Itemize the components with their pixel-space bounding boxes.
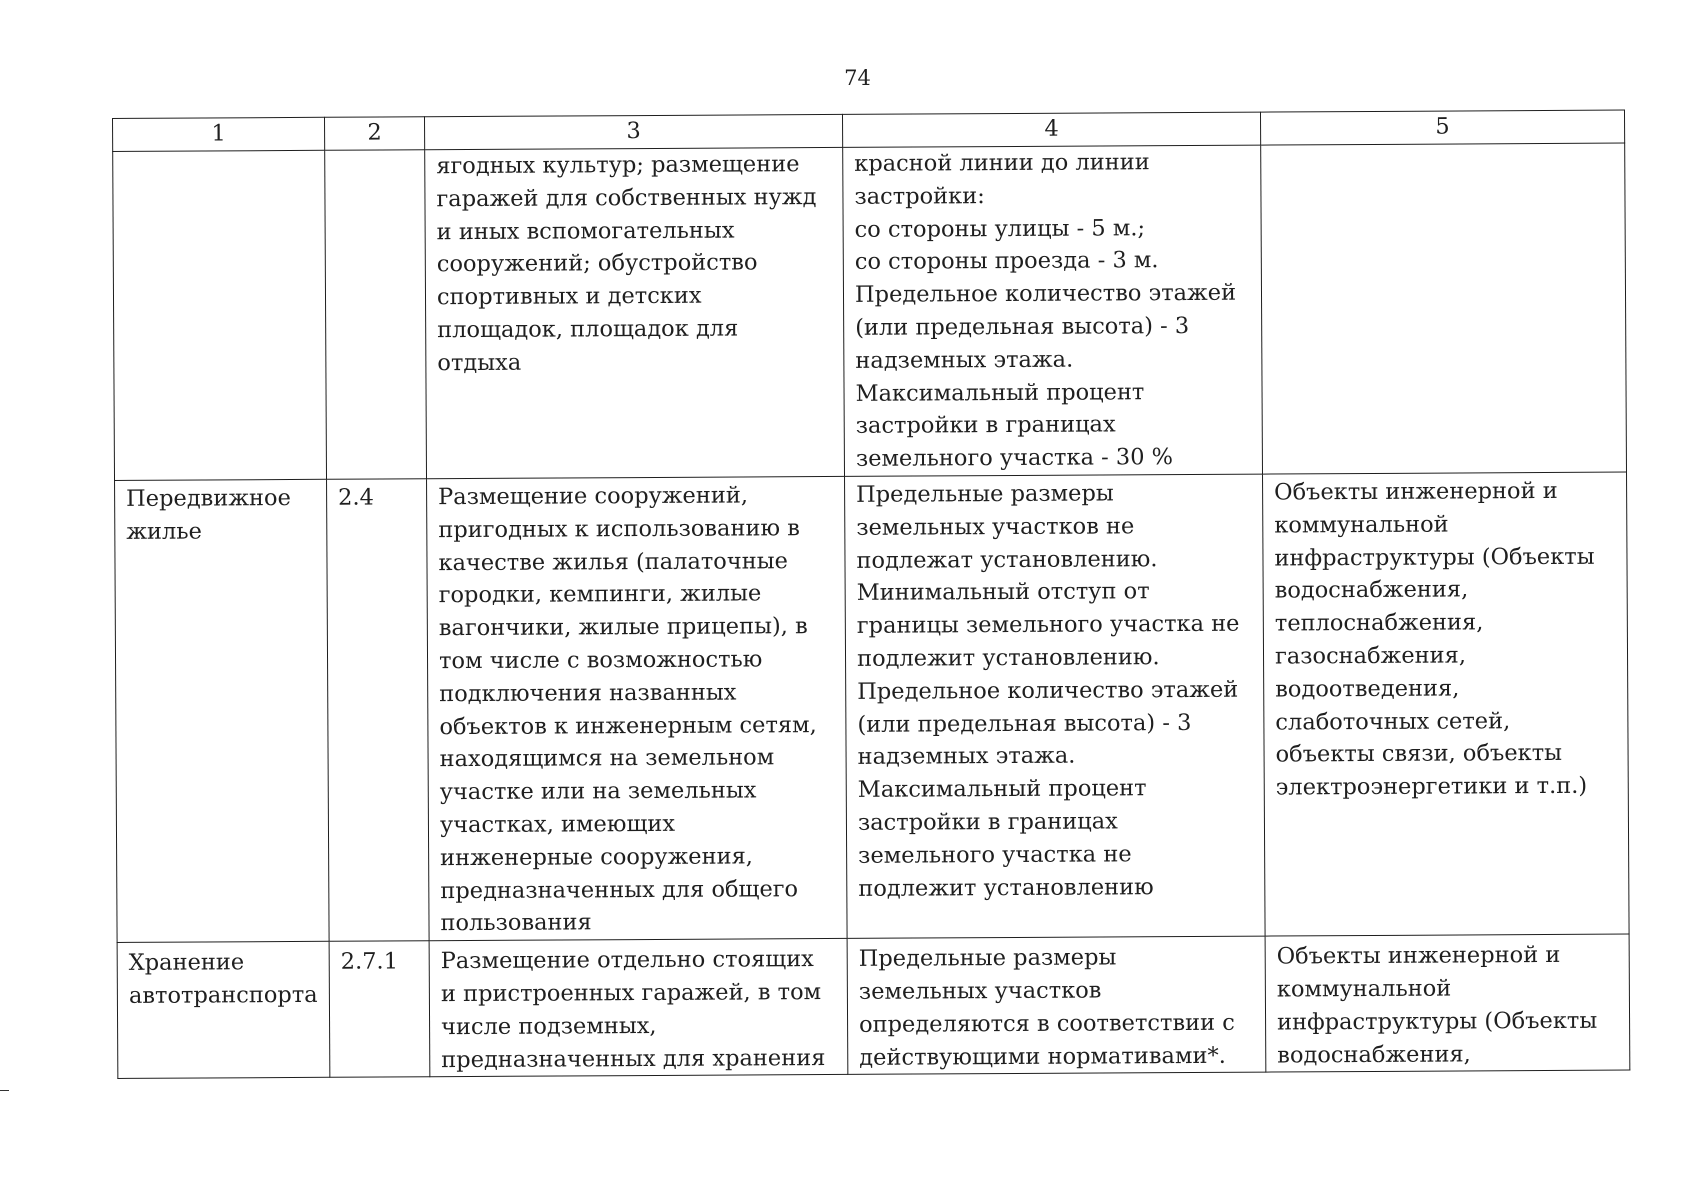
auxiliary-uses-cell [1261,143,1627,474]
column-header-5: 5 [1260,110,1624,145]
scan-edge-mark [0,1090,9,1091]
use-description-cell [429,939,848,1078]
use-code-text: 2.7.1 [340,948,399,975]
use-description-cell [427,476,848,940]
parameters-text: Предельные размеры земельных участков определяются в соответствии с действующими нормативами*. [858,944,1235,1071]
use-type-text: Передвижное жилье [126,484,291,545]
page-number: 74 [844,66,871,90]
column-header-4: 4 [842,112,1260,147]
land-use-table [112,110,1630,1080]
parameters-cell [845,474,1266,938]
use-description-text: Размещение отдельно стоящих и пристроенных гаражей, в том числе подземных, предназначенных для хранения [440,946,826,1073]
table-row [115,472,1630,943]
auxiliary-uses-text: Объекты инженерной и коммунальной инфраструктуры (Объекты водоснабжения, [1276,942,1598,1069]
use-code-cell [327,479,430,942]
table-row [113,143,1627,480]
use-code-text: 2.4 [338,484,374,511]
column-header-3: 3 [424,114,842,149]
use-type-cell [117,941,330,1078]
auxiliary-uses-text [1272,144,1614,146]
auxiliary-uses-text: Объекты инженерной и коммунальной инфраструктуры (Объекты водоснабжения, теплоснабжения, газоснабжения, водоотведения, слаботочных сетей, объекты связи, объекты электроэнергетики и т.п.) [1274,477,1595,801]
parameters-text: Предельные размеры земельных участков не подлежат установлению. Минимальный отступ от границы земельного участка не подлежит установлению. Предельное количество этажей (или предельная высота) - 3 надземных этажа. Максимальный процент застройки в границах земельного участка не подлежит установлению [856,480,1240,902]
column-header-2: 2 [324,117,424,151]
auxiliary-uses-cell [1265,934,1630,1072]
auxiliary-uses-cell [1263,472,1630,936]
parameters-cell [847,936,1266,1075]
use-description-text: Размещение сооружений, пригодных к использованию в качестве жилья (палаточные городки, кемпинги, жилые вагончики, жилые прицепы), в том числе с возможностью подключения названных объектов к инженерным сетям, находящимся на земельном участке или на земельных участках, имеющих инженерные сооружения, предназначенных для общего пользования [438,482,817,937]
use-type-cell [113,150,327,480]
parameters-cell [843,145,1263,476]
use-code-cell [325,150,427,480]
use-type-text: Хранение автотранспорта [128,949,318,1009]
table-row [117,934,1630,1079]
column-header-1: 1 [113,117,325,151]
use-description-cell [425,147,845,478]
use-type-text [124,151,314,152]
use-code-cell [329,941,430,1078]
use-type-cell [115,479,330,942]
use-description-text: ягодных культур; размещение гаражей для собственных нужд и иных вспомогательных сооружений; обустройство спортивных и детских площадок, площадок для отдыха [436,151,817,376]
parameters-text: красной линии до линии застройки: со стороны улицы - 5 м.; со стороны проезда - 3 м. Предельное количество этажей (или предельная высота) - 3 надземных этажа. Максимальный процент застройки в границах земельного участка - 30 % [854,149,1237,473]
